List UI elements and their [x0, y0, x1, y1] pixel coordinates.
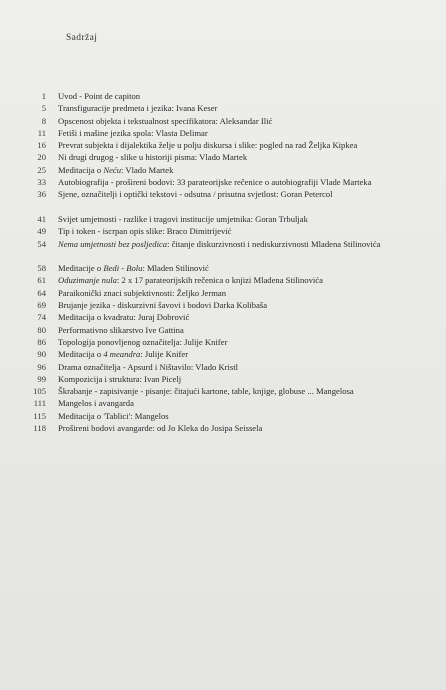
toc-entry	[0, 336, 446, 348]
toc-title: Sjene, označitelji i optički tekstovi - odsutna / prisutna svjetlost: Goran Petercol	[58, 189, 333, 200]
toc-title: Performativno slikarstvo Ive Gattina	[58, 324, 184, 335]
toc-title: Drama označitelja - Apsurd i Ništavilo: Vlado Kristl	[58, 361, 239, 372]
toc-title: Prošireni bodovi avangarde: od Jo Kleka do Josipa Seissela	[58, 423, 263, 434]
toc-entry	[0, 115, 446, 127]
toc-entry	[0, 311, 446, 323]
toc-entry	[0, 287, 446, 299]
toc-entry	[0, 299, 446, 311]
toc-title: Škrabanje - zapisivanje - pisanje: čitajući kartone, table, knjige, globuse ... Mangelosa	[58, 386, 354, 397]
toc-page-number: 58	[37, 263, 46, 274]
page-title: Sadržaj	[66, 33, 98, 43]
toc-title: Kompozicija i struktura: Ivan Picelj	[58, 373, 182, 384]
toc-entry	[0, 262, 446, 274]
toc-page-number: 90	[37, 349, 46, 360]
toc-entry	[0, 102, 446, 114]
toc-entry	[0, 348, 446, 360]
toc-page-number: 86	[37, 336, 46, 347]
toc-page-number: 111	[33, 398, 46, 409]
toc-entry	[0, 238, 446, 263]
toc-page-number: 49	[37, 226, 46, 237]
toc-entry	[0, 410, 446, 422]
toc-entry	[0, 373, 446, 385]
toc-title: Brujanje jezika - diskurzivni šavovi i bodovi Darka Kolibaša	[58, 300, 268, 311]
toc-page-number: 11	[37, 127, 46, 138]
toc-title: Autobiografija - prošireni bodovi: 33 parateorijske rečenice o autobiografiji Vlade Marteka	[58, 177, 372, 188]
toc-title: Ni drugi drugog - slike u historiji pisma: Vlado Martek	[58, 152, 248, 163]
toc-entry	[0, 164, 446, 176]
toc-entry	[0, 127, 446, 139]
toc-page-number: 115	[33, 410, 46, 421]
toc-title: Prevrat subjekta i dijalektika želje u polju diskursa i slike: pogled na rad Željka Kipkea	[58, 140, 358, 151]
toc-page-number: 99	[37, 373, 46, 384]
toc-title: Meditacija o kvadratu: Juraj Dobrović	[58, 312, 190, 323]
toc-page-number: 74	[37, 312, 46, 323]
toc-entry	[0, 324, 446, 336]
toc-title: Uvod - Point de capiton	[58, 91, 141, 101]
toc-title: Oduzimanje nula: 2 x 17 parateorijskih rečenica o knjizi Mladena Stilinovića	[58, 275, 323, 286]
toc-page-number: 80	[37, 324, 46, 335]
toc-page-number: 54	[37, 238, 46, 249]
toc-page-number: 20	[37, 152, 46, 163]
toc-page-number: 41	[37, 213, 46, 224]
toc-title: Topologija ponovljenog označitelja: Julije Knifer	[58, 336, 228, 347]
toc-page-number: 5	[41, 103, 46, 114]
toc-entry	[0, 151, 446, 163]
toc-title: Meditacije o Bedi - Bolu: Mladen Stilinović	[58, 263, 209, 274]
toc-page-number: 1	[41, 91, 46, 101]
toc-page-number: 36	[37, 189, 46, 200]
toc-page-number: 118	[33, 423, 46, 434]
toc-entry	[0, 188, 446, 213]
toc-page-number: 8	[41, 115, 46, 126]
toc-title: Paraikonički znaci subjektivnosti: Željko Jerman	[58, 287, 227, 298]
toc-title: Tip i token - iscrpan opis slike: Braco Dimitrijević	[58, 226, 232, 237]
toc-entry	[0, 385, 446, 397]
toc-page-number: 25	[37, 164, 46, 175]
toc-entry	[0, 213, 446, 225]
table-of-contents	[0, 90, 446, 434]
toc-title: Opscenost objekta i tekstualnost specifikatora: Aleksandar Ilić	[58, 115, 273, 126]
toc-title: Svijet umjetnosti - razlike i tragovi institucije umjetnika: Goran Trbuljak	[58, 213, 308, 224]
toc-title: Meditacija o 4 meandra: Julije Knifer	[58, 349, 189, 360]
toc-entry	[0, 361, 446, 373]
toc-entry	[0, 90, 446, 102]
toc-title: Meditacija o Neću: Vlado Martek	[58, 164, 174, 175]
toc-page-number: 61	[37, 275, 46, 286]
toc-page-number: 33	[37, 177, 46, 188]
toc-entry	[0, 225, 446, 237]
toc-page-number: 16	[37, 140, 46, 151]
toc-title: Transfiguracije predmeta i jezika: Ivana Keser	[58, 103, 218, 114]
toc-title: Mangelos i avangarda	[58, 398, 134, 409]
toc-title: Fetiši i mašine jezika spola: Vlasta Delimar	[58, 127, 208, 138]
toc-page-number: 64	[37, 287, 46, 298]
toc-entry	[0, 176, 446, 188]
toc-entry	[0, 274, 446, 286]
toc-page-number: 69	[37, 300, 46, 311]
toc-title: Nema umjetnosti bez posljedica: čitanje diskurzivnosti i nediskurzivnosti Mladena Stilinovića	[58, 238, 381, 249]
toc-page-number: 105	[33, 386, 46, 397]
toc-entry	[0, 397, 446, 409]
toc-title: Meditacija o 'Tablici': Mangelos	[58, 410, 169, 421]
toc-page-number: 96	[37, 361, 46, 372]
toc-entry	[0, 139, 446, 151]
toc-entry	[0, 422, 446, 434]
